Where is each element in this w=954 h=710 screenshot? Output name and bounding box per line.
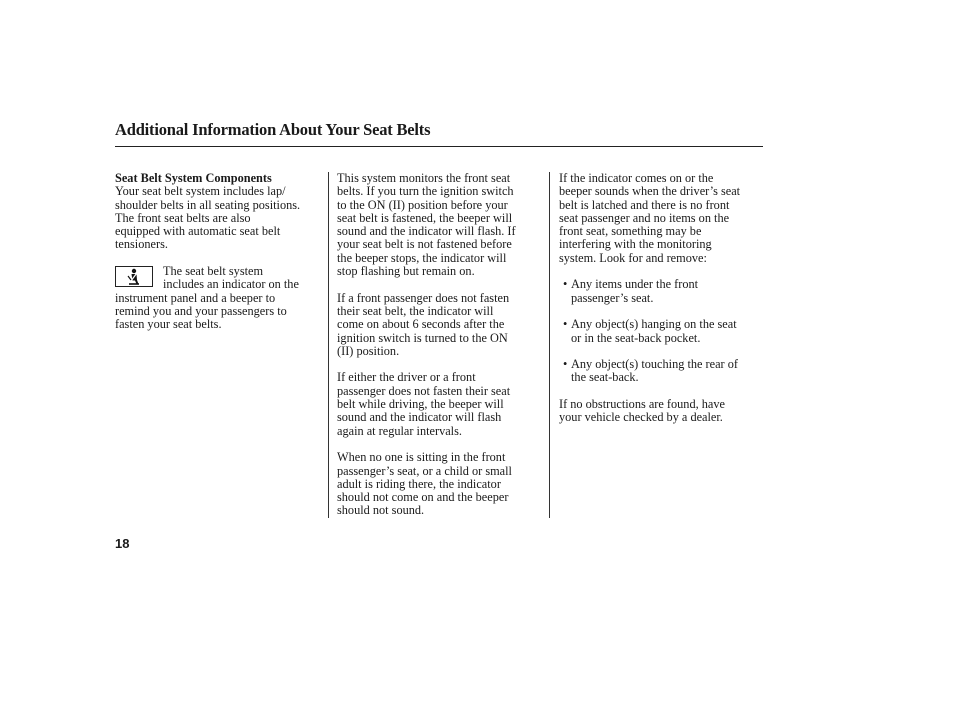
driving-paragraph: If either the driver or a front passenger does not fasten their seat belt while driving, the beeper will sound and the indicator will flash again at regular intervals. xyxy=(337,370,511,438)
seat-belt-reminder-icon xyxy=(115,266,153,287)
empty-seat-paragraph: When no one is sitting in the front passenger’s seat, or a child or small adult is riding there, the indicator should not come on and the beeper should not sound. xyxy=(337,450,512,518)
column-divider-2 xyxy=(549,172,550,518)
bullet-icon: • xyxy=(563,317,568,332)
dealer-paragraph: If no obstructions are found, have your vehicle checked by a dealer. xyxy=(559,397,725,425)
list-item: • Any object(s) hanging on the seat or in the seat-back pocket. xyxy=(563,317,737,345)
column-1 xyxy=(115,172,321,345)
section-heading: Seat Belt System Components xyxy=(115,171,272,185)
indicator-paragraph: The seat belt system includes an indicator on the instrument panel and a beeper to remind you and your passengers to fasten your seat belts. xyxy=(115,264,299,332)
list-item: • Any object(s) touching the rear of the seat-back. xyxy=(563,357,738,385)
column-divider-1 xyxy=(328,172,329,518)
bullet-icon: • xyxy=(563,277,568,292)
monitor-paragraph: This system monitors the front seat belts. If you turn the ignition switch to the ON (II) position before your seat belt is fastened, the beeper will sound and the indicator will flash. If your seat belt is not fastened before the beeper stops, the indicator will stop flashing but remain on. xyxy=(337,171,516,279)
passenger-paragraph: If a front passenger does not fasten their seat belt, the indicator will come on about 6 seconds after the ignition switch is turned to the ON (II) position. xyxy=(337,290,510,358)
bullet-icon: • xyxy=(563,357,568,372)
column-3 xyxy=(559,172,765,438)
title-divider xyxy=(115,146,763,147)
troubleshoot-paragraph: If the indicator comes on or the beeper sounds when the driver’s seat belt is latched and there is no front seat passenger and no items on the front seat, something may be interfering with the monitoring system. Look for and remove: xyxy=(559,171,741,265)
column-2 xyxy=(337,172,542,531)
page-title: Additional Information About Your Seat Belts xyxy=(115,120,431,139)
components-paragraph: Your seat belt system includes lap/ shoulder belts in all seating positions. The front seat belts are also equipped with automatic seat belt tensioners. xyxy=(115,184,301,252)
list-item: • Any items under the front passenger’s seat. xyxy=(563,277,699,305)
page-number: 18 xyxy=(115,536,130,551)
